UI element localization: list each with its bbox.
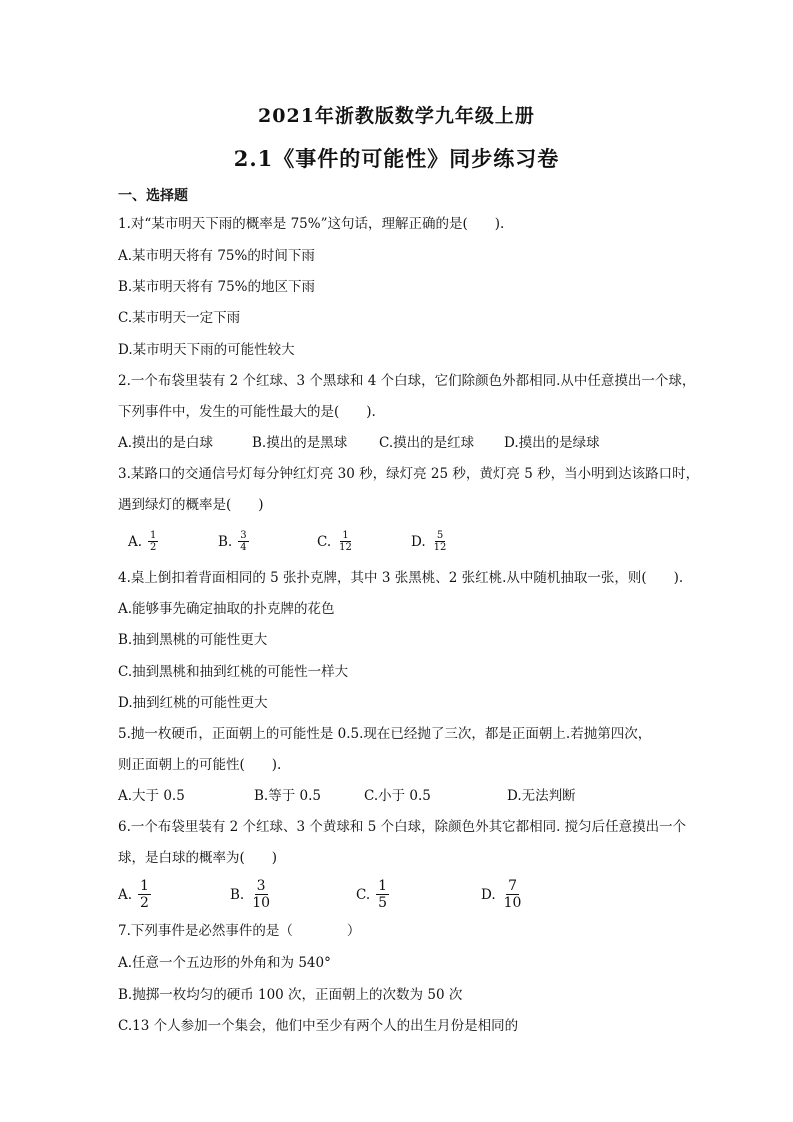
document-title: 2021年浙教版数学九年级上册	[258, 105, 535, 127]
fraction-denominator: 12	[339, 542, 352, 553]
fraction-numerator: 3	[256, 878, 266, 894]
q3-stem-line2: 遇到绿灯的概率是( )	[118, 497, 264, 513]
q1-option-a: A.某市明天将有 75%的时间下雨	[118, 248, 315, 264]
q4-stem: 4.桌上倒扣着背面相同的 5 张扑克牌，其中 3 张黑桃、2 张红桃.从中随机抽取一张，则( ).	[118, 570, 684, 586]
fraction-denominator: 2	[150, 542, 157, 553]
q2-option-b: B.摸出的是黑球	[252, 435, 348, 451]
q4-option-c: C.抽到黑桃和抽到红桃的可能性一样大	[118, 664, 349, 680]
q6-option-d-label: D.	[481, 886, 496, 903]
q4-option-b: B.抽到黑桃的可能性更大	[118, 632, 268, 648]
q4-option-a: A.能够事先确定抽取的扑克牌的花色	[118, 601, 335, 617]
q3-option-c	[317, 530, 354, 553]
q1-option-d: D.某市明天下雨的可能性较大	[118, 342, 295, 358]
q6-option-b	[230, 878, 272, 911]
fraction-denominator: 12	[433, 542, 447, 553]
q5-option-b: B.等于 0.5	[254, 788, 321, 804]
fraction-numerator: 1	[378, 878, 388, 894]
fraction-numerator: 5	[436, 530, 444, 541]
q6-option-a-label: A.	[118, 886, 133, 903]
q3-option-b	[218, 530, 249, 553]
fraction-denominator: 10	[503, 895, 522, 911]
fraction-denominator: 4	[240, 542, 247, 553]
q6-option-b-label: B.	[230, 886, 245, 903]
q1-option-c: C.某市明天一定下雨	[118, 310, 241, 326]
q5-stem-line1: 5.抛一枚硬币，正面朝上的可能性是 0.5.现在已经抛了三次，都是正面朝上.若抛第四次，	[118, 726, 652, 742]
q5-stem-line2: 则正面朝上的可能性( ).	[118, 757, 282, 773]
fraction-numerator: 7	[508, 878, 518, 894]
q6-option-c-label: C.	[356, 886, 371, 903]
q7-option-a: A.任意一个五边形的外角和为 540°	[118, 955, 331, 971]
fraction-numerator: 1	[342, 530, 349, 541]
q3-option-b-label: B.	[218, 533, 233, 550]
q7-option-c: C.13 个人参加一个集会，他们中至少有两个人的出生月份是相同的	[118, 1018, 519, 1034]
fraction	[337, 530, 354, 553]
fraction-denominator: 5	[378, 895, 388, 911]
q6-stem-line1: 6.一个布袋里装有 2 个红球、3 个黄球和 5 个白球，除颜色外其它都相同. 搅匀后任意摸出一个	[118, 819, 687, 835]
q2-option-c: C.摸出的是红球	[379, 435, 475, 451]
fraction-denominator: 10	[252, 895, 271, 911]
q3-stem-line1: 3.某路口的交通信号灯每分钟红灯亮 30 秒，绿灯亮 25 秒，黄灯亮 5 秒，当小明到达该路口时，	[118, 466, 700, 482]
fraction	[238, 530, 248, 553]
fraction-numerator: 1	[140, 878, 149, 894]
q3-option-d-label: D.	[411, 533, 426, 550]
section-heading: 一、选择题	[118, 188, 188, 204]
q7-option-b: B.抛掷一枚均匀的硬币 100 次，正面朝上的次数为 50 次	[118, 987, 463, 1003]
q4-option-d: D.抽到红桃的可能性更大	[118, 695, 268, 711]
q6-stem-line2: 球，是白球的概率为( )	[118, 850, 278, 866]
fraction-numerator: 3	[240, 530, 247, 541]
q3-option-d	[411, 530, 448, 553]
q6-option-d	[481, 878, 523, 911]
q2-option-d: D.摸出的是绿球	[504, 435, 600, 451]
fraction-denominator: 2	[140, 895, 149, 911]
q1-stem: 1.对“某市明天下雨的概率是 75%”这句话，理解正确的是( ).	[118, 216, 505, 232]
fraction	[148, 530, 158, 553]
q5-option-c: C.小于 0.5	[364, 788, 431, 804]
q2-stem-line2: 下列事件中，发生的可能性最大的是( ).	[118, 404, 376, 420]
fraction	[502, 878, 524, 911]
fraction-numerator: 1	[150, 530, 157, 541]
q6-option-a	[118, 878, 151, 911]
fraction	[138, 878, 151, 911]
q2-stem-line1: 2.一个布袋里装有 2 个红球、3 个黑球和 4 个白球，它们除颜色外都相同.从中任意摸出一个球，	[118, 373, 696, 389]
document-subtitle: 2.1《事件的可能性》同步练习卷	[233, 146, 560, 171]
q3-option-a-label: A.	[128, 533, 143, 550]
q5-option-d: D.无法判断	[507, 788, 576, 804]
q7-stem: 7.下列事件是必然事件的是（ ）	[118, 923, 361, 939]
q3-option-a	[128, 530, 158, 553]
q5-option-a: A.大于 0.5	[118, 788, 185, 804]
q3-option-c-label: C.	[317, 533, 332, 550]
fraction	[376, 878, 389, 911]
q1-option-b: B.某市明天将有 75%的地区下雨	[118, 279, 316, 295]
fraction	[250, 878, 272, 911]
fraction	[432, 530, 449, 553]
q2-option-a: A.摸出的是白球	[118, 435, 214, 451]
q6-option-c	[356, 878, 389, 911]
